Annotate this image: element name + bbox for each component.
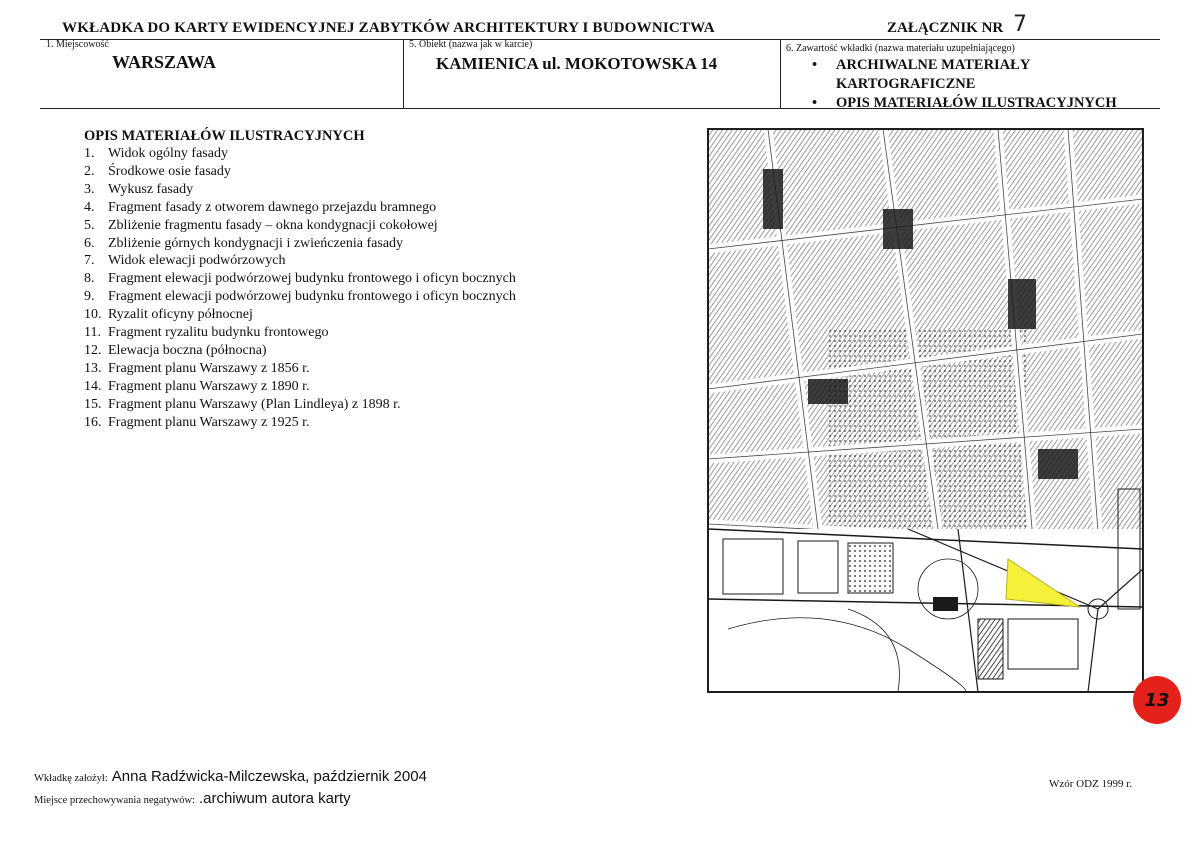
list-item-text: Fragment planu Warszawy (Plan Lindleya) z 1898 r. — [108, 396, 401, 412]
storage-value: .archiwum autora karty — [198, 790, 351, 807]
contents-item-line: ARCHIWALNE MATERIAŁY — [836, 57, 1031, 73]
map-building-solid — [1008, 279, 1036, 329]
list-item-text: Fragment planu Warszawy z 1856 r. — [108, 360, 310, 376]
list-item — [84, 181, 516, 199]
list-item-text: Zbliżenie górnych kondygnacji i zwieńczenia fasady — [108, 235, 404, 251]
list-item — [84, 396, 516, 414]
list-item-text: Ryzalit oficyny północnej — [108, 307, 253, 323]
list-item — [84, 378, 516, 396]
list-item — [84, 145, 516, 163]
list-item-number: 8. — [84, 271, 95, 287]
list-item-number: 11. — [84, 325, 101, 341]
header-rule — [40, 39, 1160, 40]
locality-value: WARSZAWA — [112, 52, 217, 72]
map-block — [848, 543, 893, 593]
list-item-number: 2. — [84, 163, 95, 179]
list-item-text: Fragment ryzalitu budynku frontowego — [108, 325, 329, 341]
list-item — [84, 235, 516, 253]
bullet: • — [812, 57, 818, 73]
contents-item — [812, 56, 1117, 94]
object-value: KAMIENICA ul. MOKOTOWSKA 14 — [436, 54, 718, 73]
list-item-number: 9. — [84, 289, 95, 305]
list-item-number: 12. — [84, 342, 102, 358]
page-number-badge: 13 — [1133, 676, 1181, 724]
list-item-number: 13. — [84, 360, 102, 376]
list-item-text: Widok elewacji podwórzowych — [108, 253, 286, 269]
footer-author — [34, 768, 427, 786]
list-item-text: Zbliżenie fragmentu fasady – okna kondygnacji cokołowej — [108, 217, 438, 233]
list-item-number: 5. — [84, 217, 95, 233]
form-reference: Wzór ODZ 1999 r. — [1049, 778, 1133, 790]
list-item — [84, 414, 516, 432]
map-drawing — [708, 129, 1143, 692]
map-building-solid — [1038, 449, 1078, 479]
list-item-text: Środkowe osie fasady — [108, 163, 231, 179]
list-item — [84, 324, 516, 342]
map-building-solid — [933, 597, 958, 611]
list-item-text: Wykusz fasady — [108, 181, 194, 197]
list-item — [84, 306, 516, 324]
contents-label: 6. Zawartość wkładki (nazwa materiału uzupełniającego) — [786, 43, 1015, 54]
list-item-text: Fragment elewacji podwórzowej budynku frontowego i oficyn bocznych — [108, 289, 516, 305]
list-item-text: Widok ogólny fasady — [108, 146, 228, 161]
footer-storage — [34, 790, 351, 808]
locality-label: 1. Miejscowość — [46, 39, 109, 50]
list-item — [84, 163, 516, 181]
list-item-number: 16. — [84, 414, 102, 430]
list-item-text: Fragment elewacji podwórzowej budynku frontowego i oficyn bocznych — [108, 271, 516, 287]
contents-item-line: OPIS MATERIAŁÓW ILUSTRACYJNYCH — [836, 95, 1117, 111]
document-title: WKŁADKA DO KARTY EWIDENCYJNEJ ZABYTKÓW ARCHITEKTURY I BUDOWNICTWA — [62, 20, 715, 36]
list-item-number: 14. — [84, 378, 102, 394]
list-item-number: 10. — [84, 307, 102, 323]
storage-label: Miejsce przechowywania negatywów: — [34, 795, 195, 806]
contents-item-line: KARTOGRAFICZNE — [836, 76, 976, 92]
list-item — [84, 288, 516, 306]
list-item-text: Elewacja boczna (północna) — [108, 342, 267, 358]
list-item-number: 15. — [84, 396, 102, 412]
contents-item — [812, 94, 1117, 113]
section-title: OPIS MATERIAŁÓW ILUSTRACYJNYCH — [84, 128, 365, 144]
map-block — [978, 619, 1003, 679]
list-item-text: Fragment planu Warszawy z 1925 r. — [108, 414, 310, 430]
map-building-solid — [883, 209, 913, 249]
list-item-number: 3. — [84, 181, 95, 197]
list-item — [84, 360, 516, 378]
list-item — [84, 199, 516, 217]
list-item — [84, 217, 516, 235]
bullet: • — [812, 95, 818, 111]
map-building-solid — [808, 379, 848, 404]
illustration-list — [84, 145, 516, 432]
author-value: Anna Radźwicka-Milczewska, październik 2004 — [111, 768, 427, 785]
object-label: 5. Obiekt (nazwa jak w karcie) — [409, 39, 533, 50]
list-item-number: 1. — [84, 146, 95, 161]
field-divider — [403, 39, 404, 108]
annex-label: ZAŁĄCZNIK NR — [887, 20, 1004, 36]
field-divider — [780, 39, 781, 108]
list-item-number: 4. — [84, 199, 95, 215]
list-item — [84, 270, 516, 288]
map-building-solid — [763, 169, 783, 229]
list-item-number: 6. — [84, 235, 95, 251]
list-item-text: Fragment planu Warszawy z 1890 r. — [108, 378, 310, 394]
list-item-number: 7. — [84, 253, 95, 269]
author-label: Wkładkę założył: — [34, 773, 108, 784]
annex-number: 7 — [1013, 12, 1027, 37]
archival-map — [707, 128, 1144, 693]
list-item-text: Fragment fasady z otworem dawnego przejazdu bramnego — [108, 199, 437, 215]
contents-list — [812, 56, 1117, 113]
list-item — [84, 252, 516, 270]
list-item — [84, 342, 516, 360]
